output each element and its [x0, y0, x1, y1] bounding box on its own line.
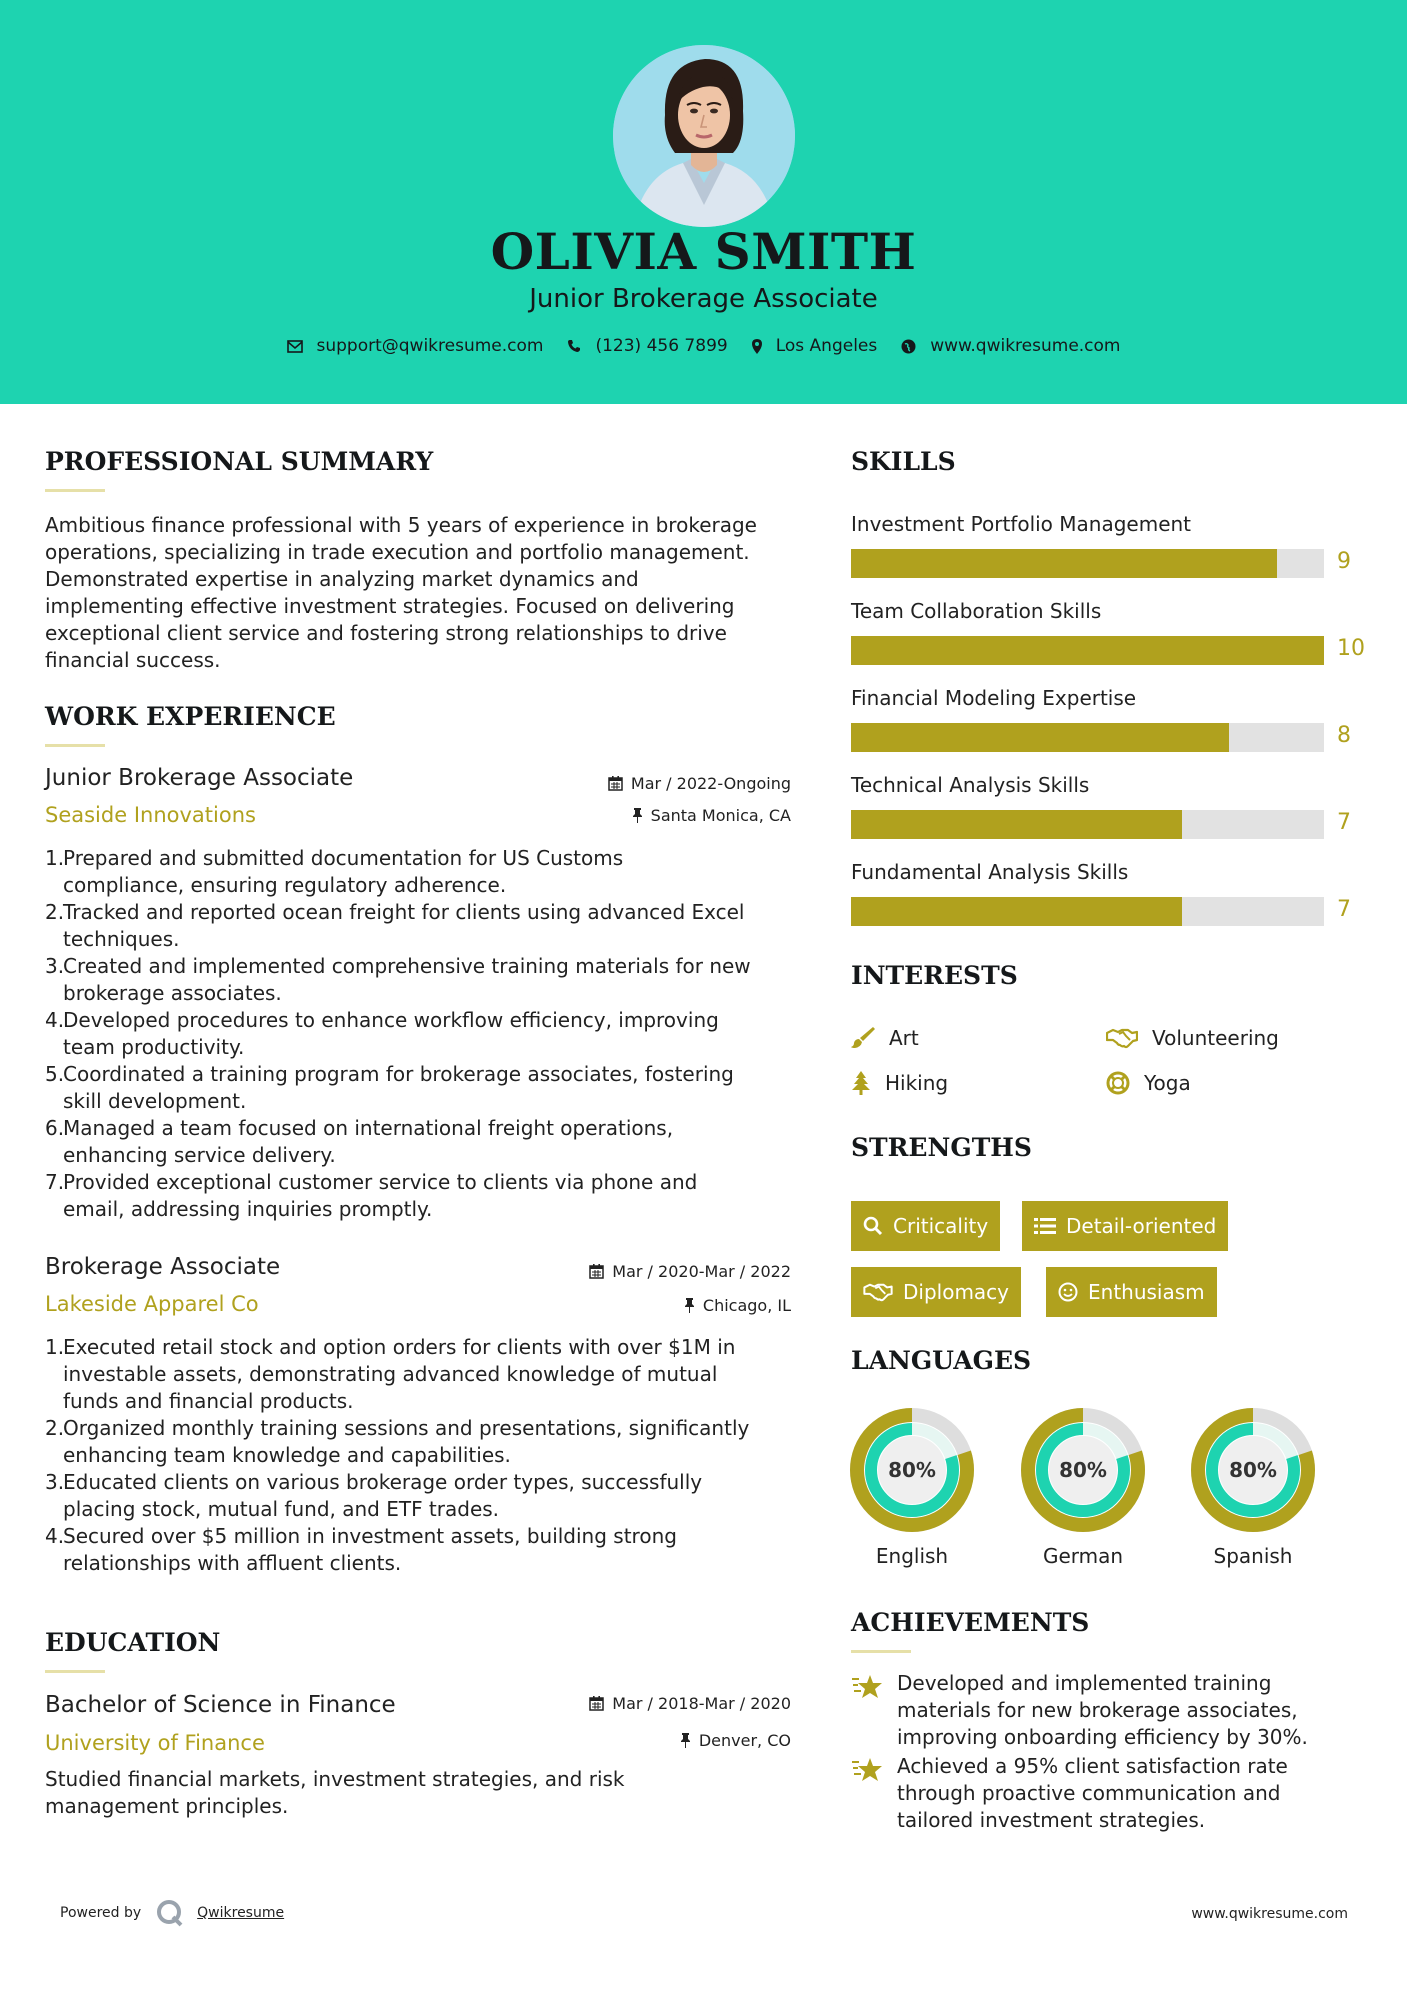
- qwikresume-logo-icon: [155, 1898, 185, 1928]
- language-percent: 80%: [1229, 1458, 1277, 1482]
- language-donut: [1021, 1408, 1145, 1532]
- skill-bar-fill: [851, 810, 1182, 839]
- education-heading: EDUCATION: [45, 1628, 221, 1657]
- candidate-name: OLIVIA SMITH: [490, 222, 917, 281]
- list-item: 2. Tracked and reported ocean freight for clients using advanced Excel techniques.: [45, 900, 745, 951]
- experience-rule: [45, 744, 105, 747]
- calendar-icon: [589, 1264, 604, 1279]
- skill-bar-track: [851, 897, 1324, 926]
- qwikresume-link[interactable]: Qwikresume: [197, 1905, 285, 1921]
- education-description: [45, 1766, 805, 1820]
- experience-heading: WORK EXPERIENCE: [45, 702, 336, 731]
- strength-tag: [1022, 1201, 1228, 1251]
- powered-by-label: Powered by: [60, 1905, 142, 1921]
- tree-icon: [851, 1071, 871, 1095]
- strength-tag: [851, 1201, 1000, 1251]
- paintbrush-icon: [851, 1026, 875, 1050]
- job-date-text: Mar / 2020-Mar / 2022: [612, 1262, 791, 1281]
- summary-heading: PROFESSIONAL SUMMARY: [45, 447, 434, 476]
- list-item: 3. Created and implemented comprehensive training materials for new brokerage associates.: [45, 954, 751, 1005]
- contact-phone-text: (123) 456 7899: [595, 336, 728, 356]
- summary-line: Demonstrated expertise in analyzing market dynamics and: [45, 567, 639, 591]
- skills-heading: SKILLS: [851, 447, 956, 476]
- interest-yoga: [1106, 1071, 1191, 1095]
- contact-email-text: support@qwikresume.com: [316, 336, 544, 356]
- skill-label: Fundamental Analysis Skills: [851, 860, 1129, 884]
- education-line: management principles.: [45, 1794, 289, 1818]
- handshake-icon: [863, 1282, 893, 1302]
- profile-photo: [613, 45, 795, 227]
- skill-value: 9: [1337, 549, 1351, 574]
- skill-label: Financial Modeling Expertise: [851, 686, 1137, 710]
- interests-heading: INTERESTS: [851, 961, 1018, 990]
- summary-line: operations, specializing in trade execution and portfolio management.: [45, 540, 750, 564]
- strength-label: Criticality: [893, 1214, 989, 1238]
- education-location: [680, 1731, 791, 1750]
- envelope-icon: [287, 340, 303, 353]
- achievement-text: Achieved a 95% client satisfaction rate through proactive communication and tailored investment strategies.: [897, 1754, 1288, 1832]
- star-medal-icon: [851, 1755, 883, 1785]
- skill-bar-fill: [851, 636, 1324, 665]
- skill-bar-track: [851, 723, 1324, 752]
- list-item: 1. Prepared and submitted documentation for US Customs compliance, ensuring regulatory adherence.: [45, 846, 624, 897]
- job-location-text: Santa Monica, CA: [650, 806, 791, 825]
- achievements-heading: ACHIEVEMENTS: [851, 1608, 1090, 1637]
- phone-icon: [567, 339, 581, 353]
- achievement-item: [851, 1753, 1331, 1834]
- interest-art: [851, 1026, 919, 1050]
- skill-label: Investment Portfolio Management: [851, 512, 1192, 536]
- list-item: 4. Developed procedures to enhance workflow efficiency, improving team productivity.: [45, 1008, 719, 1059]
- job-location: [632, 806, 791, 825]
- pushpin-icon: [684, 1298, 695, 1313]
- language-percent: 80%: [1059, 1458, 1107, 1482]
- contact-phone[interactable]: [567, 336, 727, 356]
- education-date-text: Mar / 2018-Mar / 2020: [612, 1694, 791, 1713]
- language-donut: [1191, 1408, 1315, 1532]
- achievements-rule: [851, 1650, 911, 1653]
- strength-tag: [1046, 1267, 1217, 1317]
- skill-bar-fill: [851, 549, 1277, 578]
- job-date-text: Mar / 2022-Ongoing: [630, 774, 791, 793]
- skill-value: 7: [1337, 810, 1351, 835]
- smile-icon: [1058, 1282, 1078, 1302]
- language-donut: [850, 1408, 974, 1532]
- job-company: Lakeside Apparel Co: [45, 1292, 259, 1316]
- language-label: Spanish: [1213, 1544, 1293, 1568]
- summary-text: [45, 512, 805, 674]
- skill-bar-fill: [851, 723, 1229, 752]
- star-medal-icon: [851, 1672, 883, 1702]
- job-title: Junior Brokerage Associate: [45, 765, 354, 791]
- strength-label: Diplomacy: [903, 1280, 1010, 1304]
- list-item: 6. Managed a team focused on international freight operations, enhancing service delivery.: [45, 1116, 674, 1167]
- language-gauge: [1191, 1408, 1315, 1536]
- summary-line: Ambitious finance professional with 5 years of experience in brokerage: [45, 513, 757, 537]
- list-item: 4. Secured over $5 million in investment assets, building strong relationships with affluent clients.: [45, 1524, 677, 1575]
- candidate-role: Junior Brokerage Associate: [529, 284, 878, 314]
- summary-line: implementing effective investment strategies. Focused on delivering: [45, 594, 735, 618]
- strengths-heading: STRENGTHS: [851, 1133, 1032, 1162]
- search-icon: [863, 1216, 883, 1236]
- contact-location-text: Los Angeles: [775, 336, 878, 356]
- header: [0, 0, 1407, 404]
- languages-heading: LANGUAGES: [851, 1346, 1032, 1375]
- interest-label: Art: [889, 1026, 919, 1050]
- language-gauge: [1021, 1408, 1145, 1536]
- footer-powered-by: [60, 1898, 284, 1928]
- handshake-icon: [1106, 1027, 1138, 1049]
- skill-bar-track: [851, 549, 1324, 578]
- interest-label: Hiking: [885, 1071, 949, 1095]
- lifebuoy-icon: [1106, 1071, 1130, 1095]
- education-location-text: Denver, CO: [698, 1731, 791, 1750]
- list-item: 3. Educated clients on various brokerage order types, successfully placing stock, mutual fund, and ETF trades.: [45, 1470, 703, 1521]
- language-gauge: [850, 1408, 974, 1536]
- education-line: Studied financial markets, investment strategies, and risk: [45, 1767, 625, 1791]
- summary-line: financial success.: [45, 648, 221, 672]
- footer-website[interactable]: www.qwikresume.com: [1191, 1906, 1348, 1922]
- contact-website-text: www.qwikresume.com: [930, 336, 1121, 356]
- language-label: English: [875, 1544, 949, 1568]
- skill-bar-fill: [851, 897, 1182, 926]
- strength-label: Detail-oriented: [1066, 1214, 1217, 1238]
- school-name: University of Finance: [45, 1731, 265, 1755]
- skill-value: 10: [1337, 636, 1365, 661]
- job-duties: [45, 845, 805, 1223]
- job-date: [589, 1262, 791, 1281]
- summary-line: exceptional client service and fostering strong relationships to drive: [45, 621, 727, 645]
- globe-icon: [901, 339, 916, 354]
- map-pin-icon: [752, 339, 762, 354]
- job-company: Seaside Innovations: [45, 803, 256, 827]
- interest-volunteering: [1106, 1026, 1279, 1050]
- skill-value: 8: [1337, 723, 1351, 748]
- interest-label: Volunteering: [1152, 1026, 1279, 1050]
- list-item: 5. Coordinated a training program for brokerage associates, fostering skill development.: [45, 1062, 734, 1113]
- contact-email[interactable]: [287, 336, 544, 356]
- job-location-text: Chicago, IL: [702, 1296, 791, 1315]
- interest-label: Yoga: [1144, 1071, 1191, 1095]
- skill-bar-track: [851, 636, 1324, 665]
- job-title: Brokerage Associate: [45, 1254, 281, 1280]
- job-duties: [45, 1334, 805, 1577]
- list-icon: [1034, 1217, 1056, 1235]
- skill-value: 7: [1337, 897, 1351, 922]
- pushpin-icon: [680, 1733, 691, 1748]
- job-location: [684, 1296, 791, 1315]
- strength-tag: [851, 1267, 1021, 1317]
- interest-hiking: [851, 1071, 948, 1095]
- contact-website[interactable]: [901, 336, 1120, 356]
- language-percent: 80%: [888, 1458, 936, 1482]
- list-item: 2. Organized monthly training sessions and presentations, significantly enhancing team knowledge and capabilities.: [45, 1416, 750, 1467]
- contact-location: [752, 336, 878, 356]
- achievement-text: Developed and implemented training materials for new brokerage associates, improving onboarding efficiency by 30%.: [897, 1671, 1308, 1749]
- list-item: 7. Provided exceptional customer service to clients via phone and email, addressing inquiries promptly.: [45, 1170, 698, 1221]
- pushpin-icon: [632, 808, 643, 823]
- summary-rule: [45, 489, 105, 492]
- language-label: German: [1042, 1544, 1124, 1568]
- strength-label: Enthusiasm: [1088, 1280, 1205, 1304]
- achievement-item: [851, 1670, 1331, 1751]
- skill-bar-track: [851, 810, 1324, 839]
- list-item: 1. Executed retail stock and option orders for clients with over $1M in investable assets, demonstrating advanced knowledge of mutual funds and financial products.: [45, 1335, 736, 1413]
- skill-label: Technical Analysis Skills: [851, 773, 1090, 797]
- contact-bar: [0, 336, 1407, 356]
- calendar-icon: [608, 776, 623, 791]
- education-date: [589, 1694, 791, 1713]
- job-date: [608, 774, 791, 793]
- calendar-icon: [589, 1696, 604, 1711]
- degree-title: Bachelor of Science in Finance: [45, 1692, 396, 1718]
- skill-label: Team Collaboration Skills: [851, 599, 1102, 623]
- education-rule: [45, 1670, 105, 1673]
